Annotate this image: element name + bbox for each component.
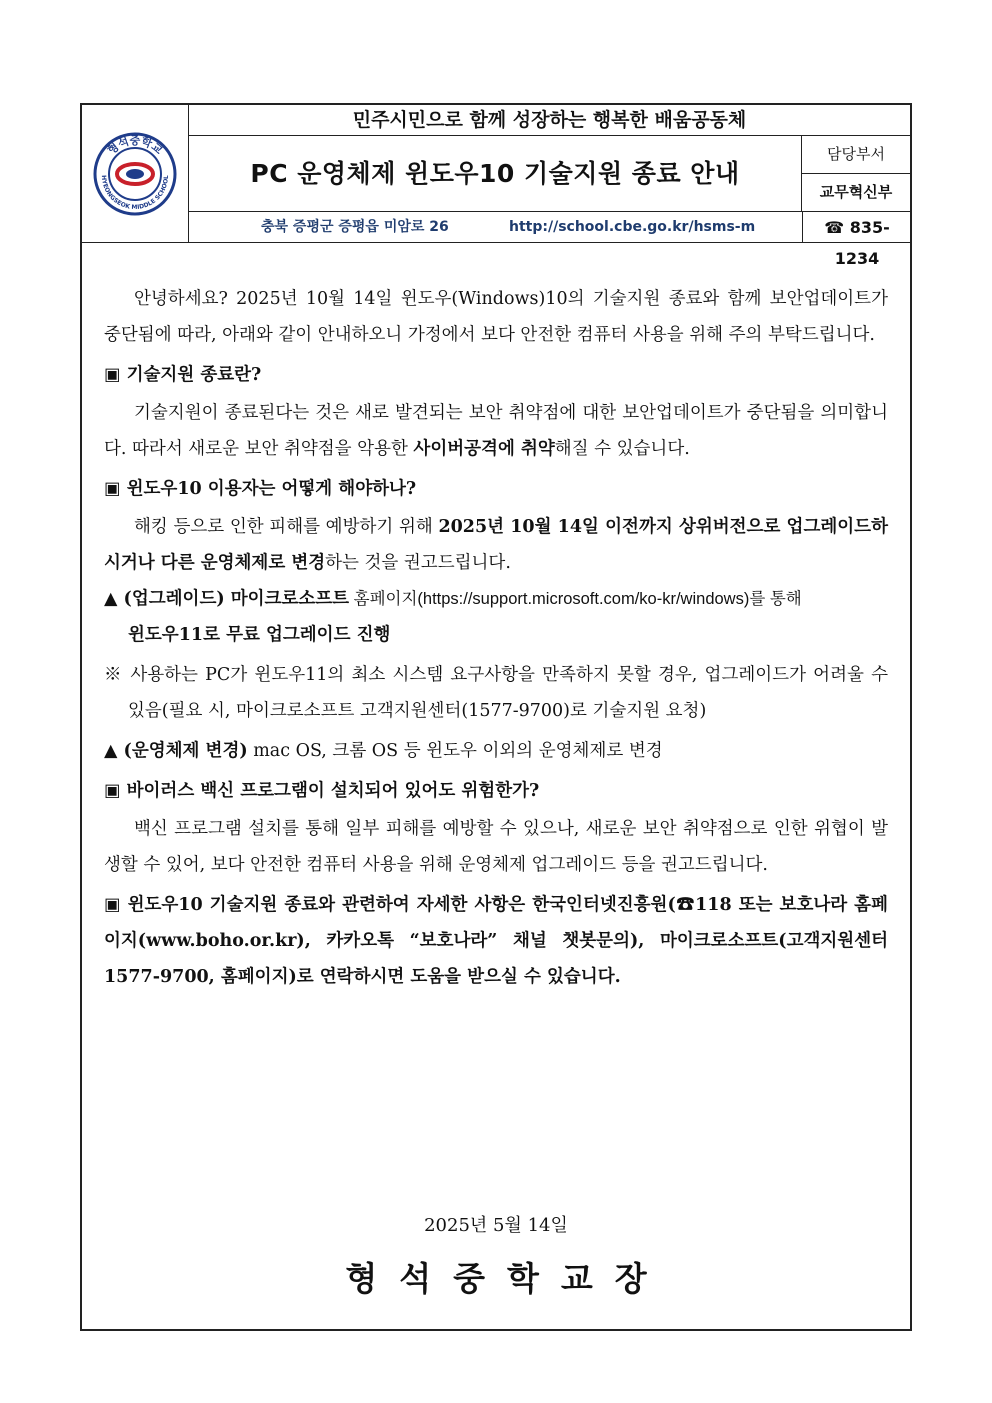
phone-cell <box>802 212 911 268</box>
school-logo <box>82 105 189 242</box>
section-heading-what-to-do: ▣ 윈도우10 이용자는 어떻게 해야하나? <box>104 479 417 499</box>
os-change-option <box>104 733 888 769</box>
section-text-end-of-support <box>104 395 888 467</box>
text-run: 해킹 등으로 인한 피해를 예방하기 위해 <box>134 517 439 537</box>
section-text-what-to-do <box>104 509 888 581</box>
department-label: 담당부서 <box>802 136 910 174</box>
school-url[interactable]: http://school.cbe.go.kr/hsms-m <box>509 219 756 235</box>
os-change-label: ▲ (운영체제 변경) <box>104 741 248 761</box>
emphasis-text: 2025년 10월 14일 이전까지 상위버전으로 업그레이드하시거나 다른 운영체제로 변경 <box>104 517 888 573</box>
text-run: 하는 것을 권고드립니다. <box>325 553 511 573</box>
phone-number: 835-1234 <box>834 218 890 268</box>
text-run: 기술지원이 종료된다는 것은 새로 발견되는 보안 취약점에 대한 보안업데이트가 중단됨을 의미합니다. 따라서 새로운 보안 취약점을 악용한 <box>104 403 888 459</box>
contact-information: ▣ 윈도우10 기술지원 종료와 관련하여 자세한 사항은 한국인터넷진흥원(☎118 또는 보호나라 홈페이지(www.boho.or.kr), 카카오톡 “보호나라” 채널 챗봇문의), 마이크로소프트(고객지원센터 1577-9700, 홈페이지)로 연락하시면 도움을 받으실 수 있습니다. <box>104 895 888 987</box>
emphasis-text: 사이버공격에 취약 <box>413 439 555 459</box>
signer-name: 형석중학교장 <box>345 1259 669 1298</box>
requirements-note: ※ 사용하는 PC가 윈도우11의 최소 시스템 요구사항을 만족하지 못할 경우, 업그레이드가 어려울 수 있음(필요 시, 마이크로소프트 고객지원센터(1577-9700)로 기술지원 요청) <box>104 665 888 721</box>
document-frame <box>80 103 912 1331</box>
document-date: 2025년 5월 14일 <box>424 1215 568 1236</box>
section-heading-end-of-support: ▣ 기술지원 종료란? <box>104 365 262 385</box>
school-address: 충북 증평군 증평읍 미암로 26 <box>261 219 449 235</box>
text-run: 해질 수 있습니다. <box>554 439 690 459</box>
logo-top-text: 형석중학교 <box>104 133 166 157</box>
upgrade-option <box>104 581 888 617</box>
document-title: PC 운영체제 윈도우10 기술지원 종료 안내 <box>189 136 802 211</box>
school-emblem-icon <box>93 132 177 216</box>
intro-paragraph: 안녕하세요? 2025년 10월 14일 윈도우(Windows)10의 기술지원 종료와 함께 보안업데이트가 중단됨에 따라, 아래와 같이 안내하오니 가정에서 보다 안전한 컴퓨터 사용을 위해 주의 부탁드립니다. <box>104 289 888 345</box>
upgrade-text: 홈페이지(https://support.microsoft.com/ko-kr/windows)를 통해 <box>349 590 802 608</box>
section-heading-antivirus: ▣ 바이러스 백신 프로그램이 설치되어 있어도 위험한가? <box>104 781 540 801</box>
phone-icon: ☎ <box>824 218 850 237</box>
letter-header <box>82 105 910 268</box>
os-change-text: mac OS, 크롬 OS 등 윈도우 이외의 운영체제로 변경 <box>247 741 663 761</box>
school-slogan: 민주시민으로 함께 성장하는 행복한 배움공동체 <box>189 105 910 136</box>
letter-body <box>104 281 888 995</box>
section-text-antivirus: 백신 프로그램 설치를 통해 일부 피해를 예방할 수 있으나, 새로운 보안 취약점으로 인한 위협이 발생할 수 있어, 보다 안전한 컴퓨터 사용을 위해 운영체제 업그레이드 등을 권고드립니다. <box>104 819 888 875</box>
department-value: 교무혁신부 <box>819 183 893 201</box>
contact-row <box>189 211 910 268</box>
upgrade-label: ▲ (업그레이드) 마이크로소프트 <box>104 589 350 609</box>
upgrade-option-line2: 윈도우11로 무료 업그레이드 진행 <box>128 625 391 645</box>
logo-bottom-text: HYEONGSEOK MIDDLE SCHOOL <box>99 174 171 211</box>
